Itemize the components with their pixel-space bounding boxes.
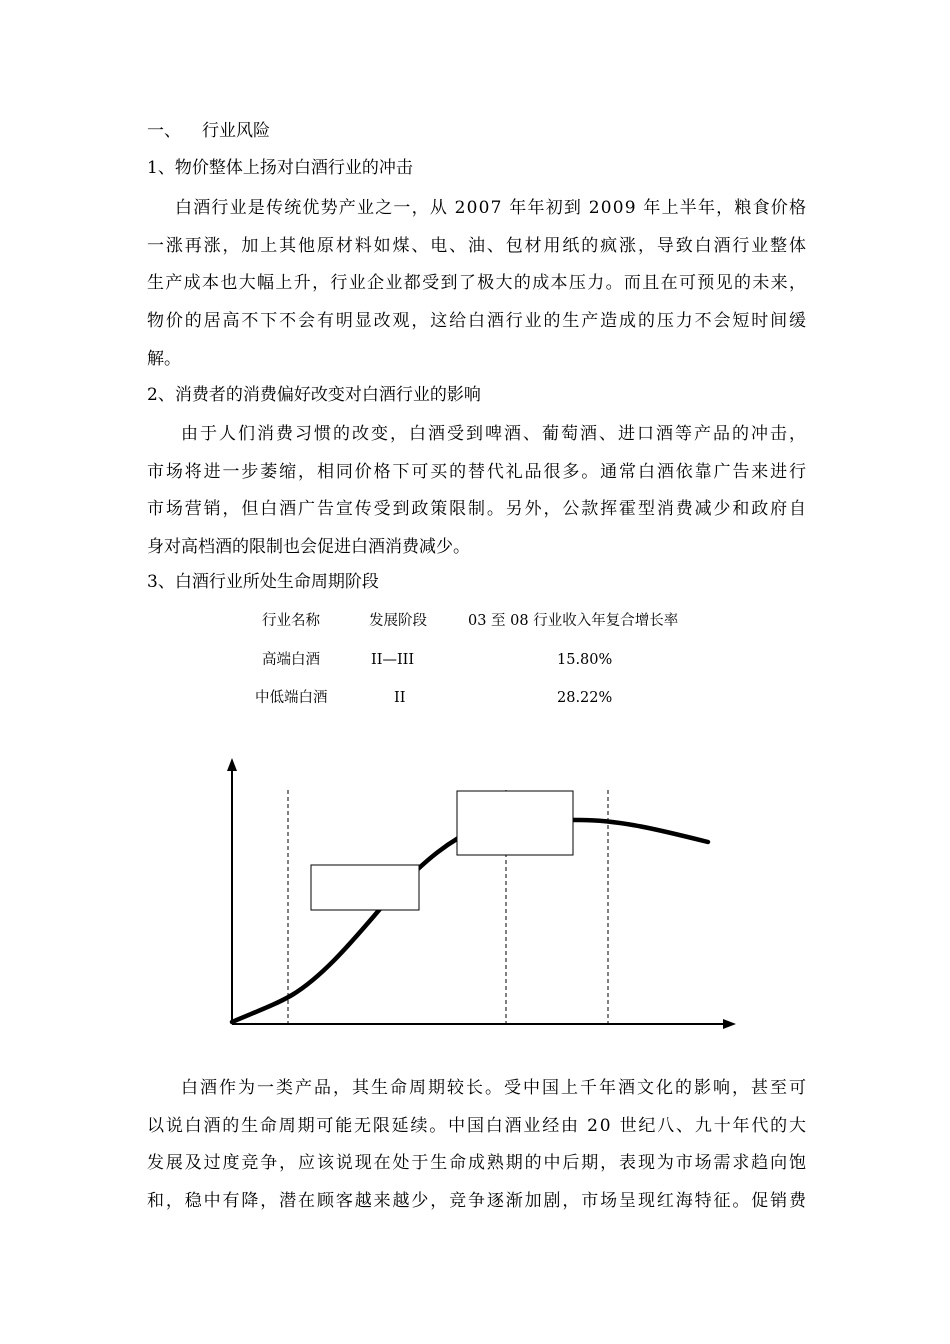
table-header-name: 行业名称 [262, 613, 320, 629]
y-axis-arrow-icon [227, 758, 237, 771]
label-box-growth [311, 865, 419, 910]
item-1-line-2: 一涨再涨，加上其他原材料如煤、电、油、包材用纸的疯涨，导致白酒行业整体 [147, 236, 808, 256]
closing-line-1: 白酒作为一类产品，其生命周期较长。受中国上千年酒文化的影响，甚至可 [181, 1078, 808, 1098]
item-2-heading: 2、消费者的消费偏好改变对白酒行业的影响 [147, 385, 481, 405]
table-header-growth: 03 至 08 行业收入年复合增长率 [468, 613, 679, 629]
table-row-1-name: 高端白酒 [262, 652, 320, 668]
section-number: 一、 [147, 121, 181, 141]
item-2-line-4: 身对高档酒的限制也会促进白酒消费减少。 [147, 537, 470, 557]
item-2-line-1: 由于人们消费习惯的改变，白酒受到啤酒、葡萄酒、进口酒等产品的冲击， [181, 424, 808, 444]
label-box-maturity [457, 791, 573, 855]
item-3-heading: 3、白酒行业所处生命周期阶段 [147, 572, 379, 592]
closing-line-2: 以说白酒的生命周期可能无限延续。中国白酒业经由 20 世纪八、九十年代的大 [147, 1116, 808, 1136]
closing-line-3: 发展及过度竞争，应该说现在处于生命成熟期的中后期，表现为市场需求趋向饱 [147, 1153, 808, 1173]
table-row-1-growth: 15.80% [557, 652, 613, 668]
item-1-line-4: 物价的居高不下不会有明显改观，这给白酒行业的生产造成的压力不会短时间缓 [147, 311, 808, 331]
table-row-2-growth: 28.22% [557, 690, 613, 706]
table-row-1-stage: II—III [371, 652, 415, 668]
item-2-line-3: 市场营销，但白酒广告宣传受到政策限制。另外，公款挥霍型消费减少和政府自 [147, 499, 808, 519]
table-row-2-stage: II [394, 690, 406, 706]
table-row-2-name: 中低端白酒 [255, 690, 328, 706]
item-1-line-1: 白酒行业是传统优势产业之一，从 2007 年年初到 2009 年上半年，粮食价格 [175, 198, 808, 218]
item-1-line-5: 解。 [147, 349, 181, 369]
item-2-line-2: 市场将进一步萎缩，相同价格下可买的替代礼品很多。通常白酒依靠广告来进行 [147, 462, 808, 482]
table-header-stage: 发展阶段 [369, 613, 427, 629]
closing-line-4: 和，稳中有降，潜在顾客越来越少，竞争逐渐加剧，市场呈现红海特征。促销费 [147, 1191, 808, 1211]
x-axis-arrow-icon [723, 1019, 736, 1029]
section-title: 行业风险 [202, 121, 270, 141]
item-1-line-3: 生产成本也大幅上升，行业企业都受到了极大的成本压力。而且在可预见的未来， [147, 273, 808, 293]
item-1-heading: 1、物价整体上扬对白酒行业的冲击 [147, 158, 413, 178]
